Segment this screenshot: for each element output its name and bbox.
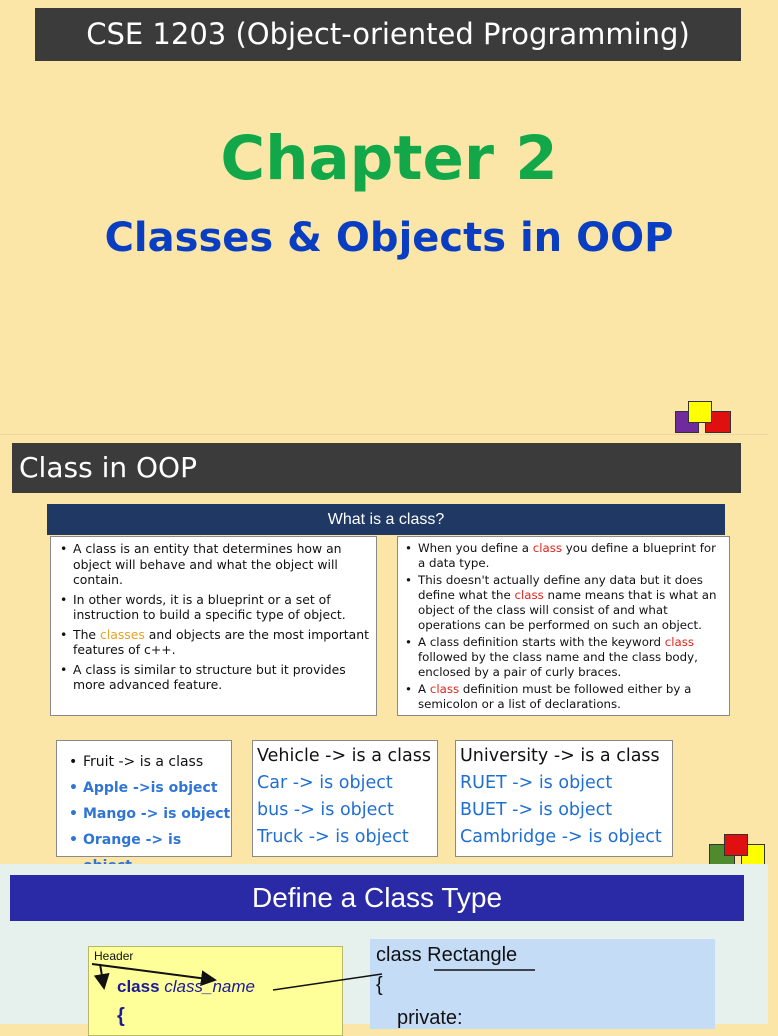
example-object-line: Truck -> is object [257, 827, 409, 847]
highlighted-keyword: class [514, 588, 544, 603]
arrow-to-class-name [92, 964, 215, 980]
class-name-placeholder: class_name [164, 977, 255, 996]
example-object-line: • Apple ->is object [83, 775, 231, 801]
chapter-subtitle: Classes & Objects in OOP [104, 215, 674, 261]
code-line-private: private: [397, 1007, 463, 1029]
right-bullet-list [398, 537, 729, 712]
example-object-line: Cambridge -> is object [460, 827, 662, 847]
class-in-oop-slide [0, 434, 768, 865]
title-slide [0, 0, 768, 434]
arrow-to-class-keyword [100, 964, 104, 988]
highlighted-keyword: class [429, 682, 460, 697]
open-brace: { [117, 1005, 125, 1027]
university-example-box [455, 740, 673, 857]
example-object-line: BUET -> is object [460, 800, 613, 820]
course-title-bar: CSE 1203 (Object-oriented Programming) [35, 8, 741, 61]
header-label: Header [94, 949, 134, 963]
example-class-line: University -> is a class [460, 746, 660, 766]
bullet-item: • In other words, it is a blueprint or a set of instruction to build a specific type of object. [73, 592, 370, 623]
example-object-line: Car -> is object [257, 773, 393, 793]
bullet-item: • A class definition must be followed either by a semicolon or a list of declarations. [418, 682, 723, 711]
example-object-line: bus -> is object [257, 800, 394, 820]
bullet-item: • This doesn't actually define any data but it does define what the class name means that is what an object of the class will consist of and what operations can be performed on such an object. [418, 573, 723, 632]
slide-title: Class in OOP [12, 443, 741, 493]
connector-line [273, 974, 382, 990]
highlighted-keyword: class [532, 541, 562, 555]
define-class-slide [0, 864, 768, 1029]
example-class-line: • Fruit -> is a class [83, 749, 231, 775]
vehicle-example-box [252, 740, 438, 857]
bullet-item: • A class is an entity that determines how an object will behave and what the object will contain. [73, 541, 370, 588]
color-squares-icon [673, 400, 733, 434]
bullet-item: • When you define a class you define a blueprint for a data type. [418, 541, 723, 570]
example-object-line: • Orange -> is [83, 827, 231, 879]
highlighted-keyword: class [664, 635, 695, 650]
chapter-heading: Chapter 2 [220, 123, 558, 194]
highlighted-keyword: classes [99, 626, 145, 642]
code-line-brace: { [376, 974, 383, 996]
slide-title: Define a Class Type [10, 875, 744, 921]
left-bullet-list [51, 537, 376, 693]
example-object-line: • Mango -> is object [83, 801, 231, 827]
bullet-item: • A class definition starts with the keyword class followed by the class name and the class body, enclosed by a pair of curly braces. [418, 635, 723, 679]
color-squares-icon [707, 833, 767, 867]
example-object-line: RUET -> is object [460, 773, 613, 793]
what-is-class-header: What is a class? [47, 504, 725, 535]
bullet-item: • A class is similar to structure but it provides more advanced feature. [73, 662, 370, 693]
definition-box-left [50, 536, 377, 716]
pointer-arrows [0, 864, 768, 1024]
code-line-class: class Rectangle [376, 944, 518, 966]
fruit-example-box [56, 740, 232, 857]
definition-box-right [397, 536, 730, 716]
bullet-item: • The classes and objects are the most important features of c++. [73, 627, 370, 658]
class-keyword: class [117, 977, 160, 996]
example-class-line: Vehicle -> is a class [257, 746, 431, 766]
